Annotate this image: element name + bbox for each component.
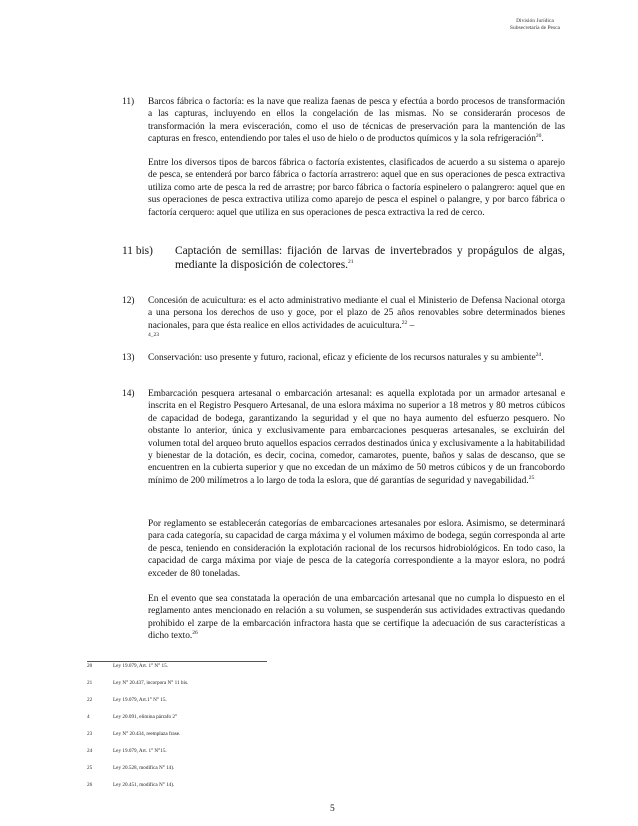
- footnote-ref-extra: 4_23: [148, 332, 159, 339]
- footnote: [87, 697, 167, 704]
- footnote-number: 24: [87, 748, 93, 754]
- footnote-ref: 26: [192, 630, 198, 637]
- footnote: [87, 765, 174, 772]
- footnote-separator: [87, 661, 267, 662]
- header-division: División Jurídica: [516, 18, 554, 24]
- definition-text: Concesión de acuicultura: es el acto administrativo mediante el cual el Ministerio de Defensa Nacional otorga a una persona los derechos de uso y goce, por el plazo de 25 años renovables sobre determinados bienes nacionales, para que ésta realice en ellos actividades de acuicultura.: [148, 296, 565, 331]
- footnote-text: Ley 19.079, Art. 1° N°15.: [113, 748, 167, 754]
- paragraph-reglamento-categorias: [148, 518, 565, 580]
- definition-tail: .: [541, 353, 544, 363]
- footnote-number: 20: [87, 663, 93, 669]
- footnote-text: Ley N° 20.434, reemplaza frase.: [113, 731, 181, 737]
- item-number-13: 13): [122, 353, 135, 363]
- footnote-text: Ley 19.079, Art. 1° N° 15.: [113, 663, 169, 669]
- definition-concesion-acuicultura: [148, 295, 565, 345]
- footnote-ref: 25: [528, 474, 535, 481]
- footnote: [87, 782, 174, 789]
- definition-conservacion: [148, 352, 565, 364]
- definition-barcos-fabrica: [148, 96, 565, 146]
- item-number-12: 12): [122, 296, 135, 306]
- footnote-ref: 22: [401, 319, 408, 326]
- footnote-text: Ley 20.528, modifica N° 14).: [113, 765, 175, 771]
- footnote-number: 4: [87, 714, 90, 720]
- definition-embarcacion-artesanal: [148, 388, 565, 487]
- item-number-11: 11): [122, 97, 135, 107]
- definition-captacion-semillas: [175, 244, 565, 272]
- document-header: [510, 18, 560, 32]
- paragraph-text: En el evento que sea constatada la operación de una embarcación artesanal que no cumpla lo dispuesto en el reglamento antes mencionado en relación a su volumen, se suspenderán sus actividades extractivas quedando prohibido el zarpe de la embarcación infractora hasta que se certifique la adecuación de sus características a dicho texto.: [148, 594, 565, 642]
- definition-text: Barcos fábrica o factoría: es la nave que realiza faenas de pesca y efectúa a bordo procesos de transformación a las capturas, incluyendo en ellos la congelación de las mismas. No se considerarán procesos de transformación la mera evisceración, como el uso de técnicas de preservación para la mantención de las capturas en fresco, entendiendo por tales el uso de hielo o de productos químicos y la sola refrigeración: [148, 97, 565, 145]
- footnote: [87, 663, 168, 670]
- footnote-ref: 21: [348, 259, 354, 266]
- footnote-number: 21: [87, 680, 93, 686]
- definition-barcos-tipos: [148, 157, 565, 219]
- definition-text: Captación de semillas: fijación de larvas de invertebrados y propágulos de algas, mediante la disposición de colectores.: [175, 245, 565, 272]
- definition-text: Entre los diversos tipos de barcos fábrica o factoría existentes, clasificados de acuerdo a su sistema o aparejo de pesca, se entenderá por barco fábrica o factoría arrastrero: aquel que en sus operaciones de pesca extractiva utiliza como arte de pesca la red de arrastre; por barco fábrica o factoría espinelero o palangrero: aquel que en sus operaciones de pesca extractiva utiliza como aparejo de pesca el espinel o palangre, y por barco fábrica o factoría cerquero: aquel que utiliza en sus operaciones de pesca extractiva la red de cerco.: [148, 158, 565, 218]
- item-number-14: 14): [122, 389, 135, 399]
- footnote-ref: 20: [535, 133, 542, 140]
- footnote: [87, 714, 177, 721]
- footnote: [87, 731, 180, 738]
- definition-tail: –: [407, 320, 415, 331]
- footnote-number: 25: [87, 765, 93, 771]
- footnote-text: Ley 20.451, modifica N° 14).: [113, 782, 175, 788]
- footnote-text: Ley 20.091, elimina párrafo 2°: [113, 714, 178, 720]
- footnote-ref: 24: [535, 351, 542, 358]
- definition-text: Conservación: uso presente y futuro, racional, eficaz y eficiente de los recursos naturales y su ambiente: [148, 353, 536, 363]
- footnote-text: Ley N° 20.437, incorpora N° 11 bis.: [113, 680, 189, 686]
- footnote: [87, 748, 167, 755]
- paragraph-evento-operacion: [148, 593, 565, 643]
- footnote-number: 23: [87, 731, 93, 737]
- footnote-number: 22: [87, 697, 93, 703]
- footnote-number: 26: [87, 782, 93, 788]
- paragraph-text: Por reglamento se establecerán categorías de embarcaciones artesanales por eslora. Asimismo, se determinará para cada categoría, su capacidad de carga máxima y el volumen máximo de bodega, según corresponda al arte de pesca, teniendo en consideración la explotación racional de los recursos hidrobiológicos. En todo caso, la capacidad de carga máxima por viaje de pesca de la categoría correspondiente a la mayor eslora, no podrá exceder de 80 toneladas.: [148, 519, 565, 579]
- definition-tail: .: [541, 134, 544, 145]
- footnote-text: Ley 19.079, Art.1° N° 15.: [113, 697, 167, 703]
- footnote: [87, 680, 188, 687]
- header-subsecretaria: Subsecretaría de Pesca: [509, 25, 560, 31]
- page-number: 5: [330, 804, 335, 814]
- item-number-11-bis: 11 bis): [122, 245, 153, 257]
- definition-text: Embarcación pesquera artesanal o embarcación artesanal: es aquella explotada por un armador artesanal e inscrita en el Registro Pesquero Artesanal, de una eslora máxima no superior a 18 metros y 80 metros cúbicos de capacidad de bodega, garantizando la seguridad y el que no haya aumento del esfuerzo pesquero. No obstante lo anterior, única y exclusivamente para embarcaciones pesqueras artesanales, se excluirán del volumen total del arqueo bruto aquellos espacios cerrados destinados única y exclusivamente a la habitabilidad y bienestar de la dotación, es decir, cocina, comedor, camarotes, puente, baños y salas de descanso, que se encuentren en la cubierta superior y que no excedan de un máximo de 50 metros cúbicos y de un francobordo mínimo de 200 milímetros a lo largo de toda la eslora, que dé garantías de seguridad y navegabilidad.: [148, 389, 565, 486]
